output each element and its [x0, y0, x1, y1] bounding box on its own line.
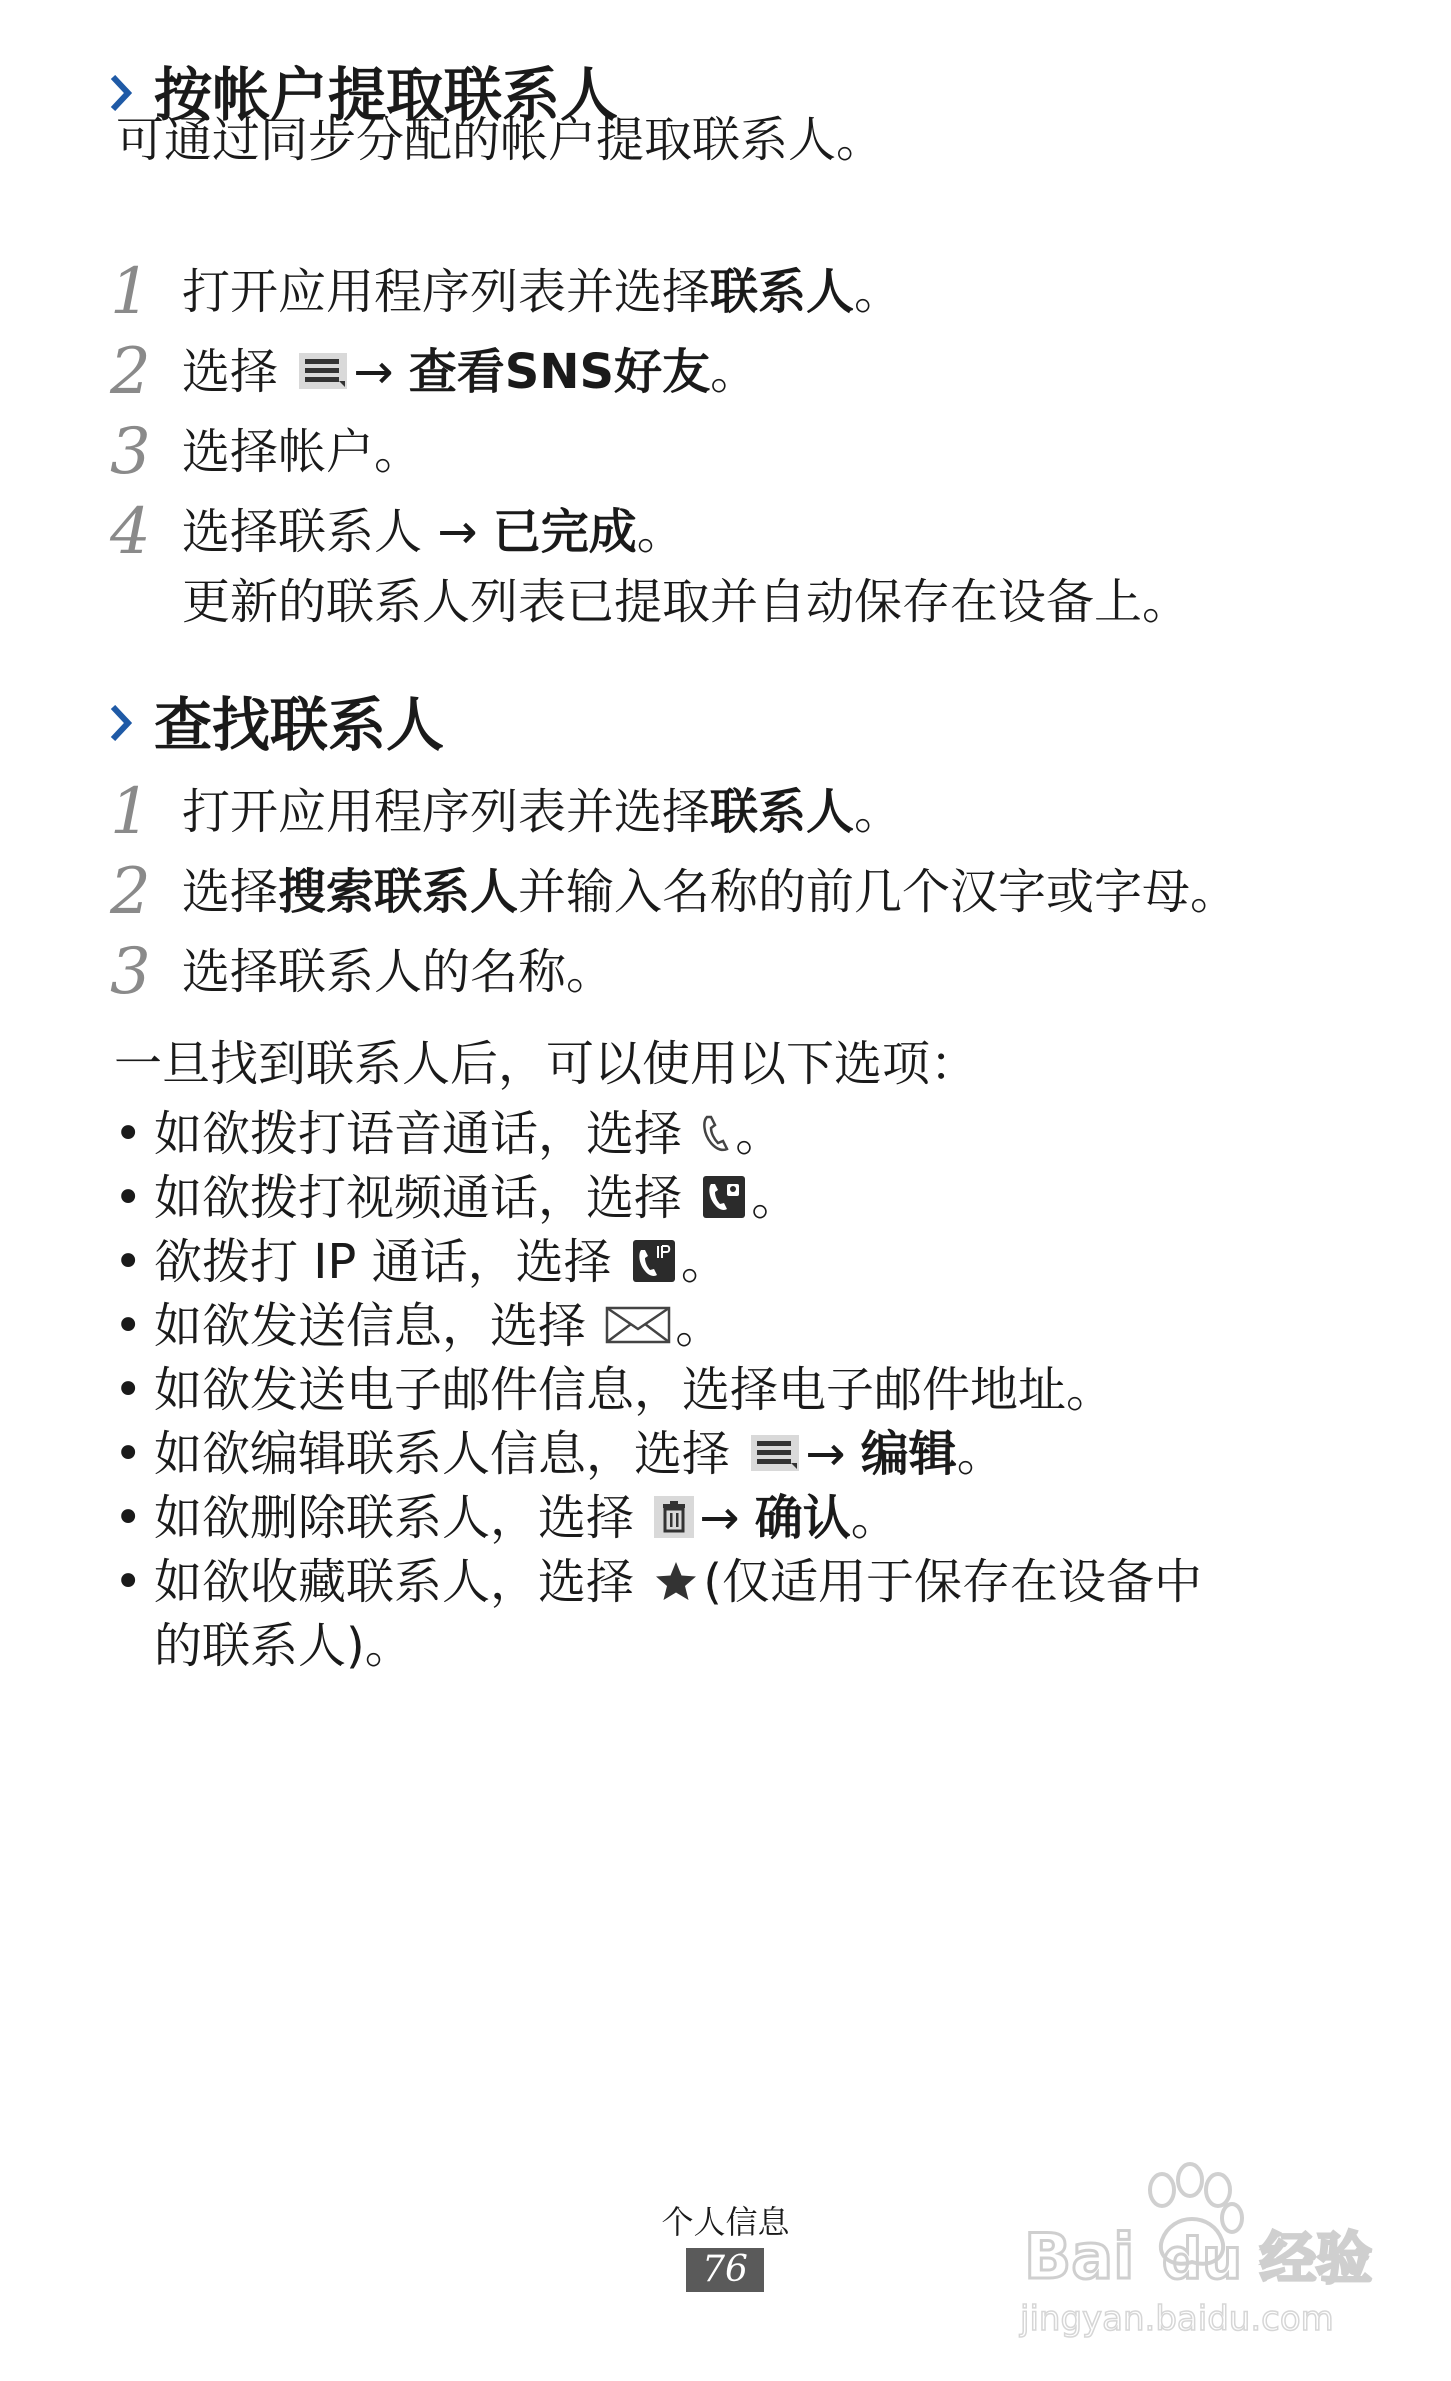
option-favorite-continuation: 的联系人)。 [154, 1618, 413, 1674]
section-title-text: 按帐户提取联系人 [154, 61, 619, 129]
step-number: 2 [110, 855, 151, 929]
intro-paragraph: 可通过同步分配的帐户提取联系人。 [116, 112, 885, 168]
menu-icon [749, 1433, 801, 1473]
step-bold-term: 查看SNS好友 [408, 344, 711, 400]
options-intro: 一旦找到联系人后，可以使用以下选项： [114, 1036, 979, 1092]
trash-icon [653, 1495, 695, 1539]
video-call-icon [701, 1174, 747, 1220]
step-text: 打开应用程序列表并选择联系人。 [182, 784, 903, 840]
step-number: 1 [110, 255, 151, 329]
phone-icon [701, 1113, 731, 1153]
step-bold-term: 联系人 [710, 784, 855, 840]
step-text: 打开应用程序列表并选择联系人。 [182, 264, 903, 320]
step-bold-term: 搜索联系人 [278, 864, 519, 920]
step-text: 选择 → 查看SNS好友。 [182, 344, 759, 400]
option-edit-contact: • 如欲编辑联系人信息，选择 → 编辑。 [114, 1426, 1005, 1482]
step-text: 选择联系人 → 已完成。 [182, 504, 685, 560]
option-ip-call: • 欲拨打 IP 通话，选择 。 [114, 1234, 729, 1290]
step-number: 3 [110, 935, 151, 1009]
step-text: 选择帐户。 [182, 424, 423, 480]
watermark-brand-2: du [1162, 2227, 1242, 2292]
chevron-right-icon [110, 75, 132, 111]
watermark-cn: 经验 [1260, 2227, 1372, 2292]
step-number: 3 [110, 415, 151, 489]
watermark-url: jingyan.baidu.com [1020, 2299, 1334, 2339]
step-bold-term: 联系人 [710, 264, 855, 320]
ip-call-icon [631, 1238, 677, 1284]
step-4-note: 更新的联系人列表已提取并自动保存在设备上。 [182, 574, 1191, 630]
option-bold-term: 确认 [754, 1490, 851, 1546]
option-send-email: • 如欲发送电子邮件信息，选择电子邮件地址。 [114, 1362, 1115, 1418]
baidu-paw-logo-icon [1012, 2150, 1432, 2350]
step-number: 1 [110, 775, 151, 849]
option-video-call: • 如欲拨打视频通话，选择 。 [114, 1170, 800, 1226]
footer-chapter-title: 个人信息 [661, 2203, 790, 2241]
watermark-brand: Bai [1024, 2220, 1135, 2293]
option-favorite-contact: • 如欲收藏联系人，选择 (仅适用于保存在设备中 [114, 1554, 1203, 1610]
step-text: 选择联系人的名称。 [182, 944, 615, 1000]
section-title-text: 查找联系人 [154, 691, 445, 759]
option-send-message: • 如欲发送信息，选择 。 [114, 1298, 724, 1354]
step-number: 4 [110, 495, 151, 569]
step-number: 2 [110, 335, 151, 409]
chevron-right-icon [110, 705, 132, 741]
step-text: 选择搜索联系人并输入名称的前几个汉字或字母。 [182, 864, 1239, 920]
star-icon [653, 1559, 699, 1603]
option-delete-contact: • 如欲删除联系人，选择 → 确认。 [114, 1490, 899, 1546]
option-bold-term: 编辑 [860, 1426, 957, 1482]
option-voice-call: • 如欲拨打语音通话，选择 。 [114, 1106, 784, 1162]
page-number: 76 [686, 2248, 764, 2292]
baidu-jingyan-watermark [1012, 2150, 1432, 2350]
section-title-find-contacts [110, 690, 444, 760]
message-envelope-icon [605, 1305, 671, 1345]
step-bold-term: 已完成 [492, 504, 637, 560]
menu-icon [297, 351, 349, 391]
